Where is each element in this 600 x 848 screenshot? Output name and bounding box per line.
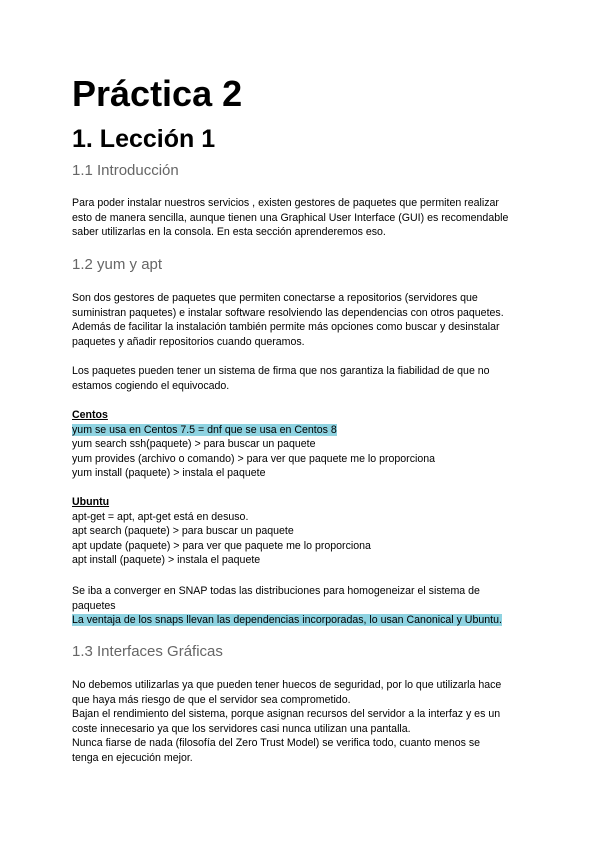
yum-apt-paragraph-2 (72, 364, 542, 393)
centos-block (72, 408, 542, 481)
section-heading-interfaces: 1.3 Interfaces Gráficas (72, 643, 223, 660)
centos-command-line: yum install (paquete) > instala el paquete (72, 467, 266, 480)
snap-line: paquetes (72, 599, 116, 612)
paragraph-line: Además de facilitar la instalación también permite más opciones como buscar y desinstalar (72, 321, 500, 334)
interfaces-line: tenga en ejecución mejor. (72, 751, 193, 764)
paragraph-line: paquetes y añadir repositorios cuando queramos. (72, 335, 305, 348)
intro-line: saber utilizarlas en la consola. En esta sección aprenderemos eso. (72, 226, 386, 239)
snap-line: Se iba a converger en SNAP todas las distribuciones para homogeneizar el sistema de (72, 585, 480, 597)
centos-highlight: yum se usa en Centos 7.5 = dnf que se usa en Centos 8 (72, 423, 337, 436)
interfaces-line: coste innecesario ya que los servidores casi nunca utilizan una pantalla. (72, 722, 411, 735)
interfaces-line: Nunca fiarse de nada (filosofía del Zero Trust Model) se verifica todo, cuanto menos se (72, 737, 481, 750)
section-heading-intro: 1.1 Introducción (72, 162, 179, 179)
ubuntu-label: Ubuntu (72, 496, 110, 508)
ubuntu-command-line: apt-get = apt, apt-get está en desuso. (72, 510, 249, 523)
document-title: Práctica 2 (72, 73, 243, 114)
centos-label: Centos (72, 409, 108, 421)
intro-paragraph (72, 196, 542, 240)
lesson-heading: 1. Lección 1 (72, 125, 216, 153)
snap-highlight: La ventaja de los snaps llevan las dependencias incorporadas, lo usan Canonical y Ubuntu. (72, 614, 502, 627)
paragraph-line: estamos cogiendo el equivocado. (72, 379, 230, 392)
ubuntu-block (72, 495, 542, 568)
paragraph-line: suministran paquetes) e instalar software resolviendo las dependencias con otros paquetes. (72, 306, 504, 319)
intro-line: esto de manera sencilla, aunque tienen una Graphical User Interface (GUI) es recomendable (72, 211, 509, 224)
ubuntu-command-line: apt update (paquete) > para ver que paquete me lo proporciona (72, 539, 371, 552)
snap-block (72, 584, 542, 628)
paragraph-line: Los paquetes pueden tener un sistema de firma que nos garantiza la fiabilidad de que no (72, 365, 490, 377)
ubuntu-command-line: apt search (paquete) > para buscar un paquete (72, 525, 294, 538)
interfaces-line: que haya más riesgo de que el servidor sea comprometido. (72, 693, 351, 706)
interfaces-paragraph (72, 678, 542, 766)
interfaces-line: No debemos utilizarlas ya que pueden tener huecos de seguridad, por lo que utilizarla hace (72, 679, 502, 691)
interfaces-line: Bajan el rendimiento del sistema, porque asignan recursos del servidor a la interfaz y es un (72, 708, 501, 721)
section-heading-yum-apt: 1.2 yum y apt (72, 256, 163, 273)
centos-command-line: yum provides (archivo o comando) > para ver que paquete me lo proporciona (72, 452, 436, 465)
ubuntu-command-line: apt install (paquete) > instala el paquete (72, 554, 261, 567)
intro-line: Para poder instalar nuestros servicios , existen gestores de paquetes que permiten realizar (72, 197, 499, 209)
centos-command-line: yum search ssh(paquete) > para buscar un paquete (72, 438, 316, 451)
yum-apt-paragraph-1 (72, 291, 542, 349)
paragraph-line: Son dos gestores de paquetes que permiten conectarse a repositorios (servidores que (72, 292, 478, 304)
